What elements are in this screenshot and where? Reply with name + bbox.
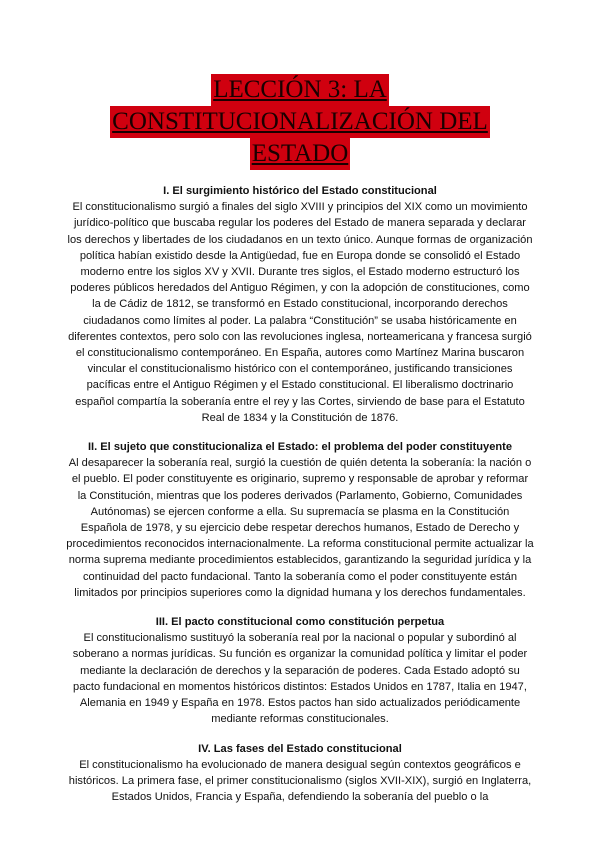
section-heading: IV. Las fases del Estado constitucional (198, 742, 402, 755)
section-poder-constituyente (66, 439, 534, 601)
section-heading: I. El surgimiento histórico del Estado constitucional (163, 185, 437, 197)
document-title (0, 74, 600, 170)
section-paragraph: Al desaparecer la soberanía real, surgió la cuestión de quién detenta la soberanía: la nación o el pueblo. El poder constituyente es originario, supremo y responsable de aprobar y reformar la Constitución, mientras que los poderes derivados (Parlamento, Gobierno, Comunidades Autónomas) se ejercen conforme a ella. Su supremacía se plasma en la Constitución Española de 1978, y su ejercicio debe respetar derechos humanos, Estado de Derecho y procedimientos reconocidos internacionalmente. La reforma constitucional permite actualizar la norma suprema mediante procedimientos establecidos, garantizando la seguridad jurídica y la continuidad del pacto fundacional. Tanto la soberanía como el poder constituyente están limitados por principios superiores como la dignidad humana y los derechos fundamentales. (66, 457, 534, 599)
section-heading: II. El sujeto que constitucionaliza el Estado: el problema del poder constituyente (87, 441, 513, 454)
title-line: ESTADO (250, 138, 351, 170)
section-paragraph: El constitucionalismo ha evolucionado de manera desigual según contextos geográficos e históricos. La primera fase, el primer constitucionalismo (siglos XVII-XIX), surgió en Inglaterra, Estados Unidos, Francia y España, defendiendo la soberanía del pueblo o la (68, 758, 532, 804)
section-surgimiento (66, 183, 534, 426)
title-line: LECCIÓN 3: LA (211, 74, 389, 106)
section-pacto-constitucional (66, 614, 534, 727)
section-paragraph: El constitucionalismo surgió a finales del siglo XVIII y principios del XIX como un movimiento jurídico-político que buscaba regular los poderes del Estado de manera separada y declarar los derechos y libertades de los ciudadanos en un texto único. Aunque formas de organización política habían existido desde la Antigüedad, fue en Europa donde se consolidó el Estado moderno entre los siglos XV y XVII. Durante tres siglos, el Estado moderno estructuró los poderes públicos heredados del Antiguo Régimen, y con la adopción de constituciones, como la de Cádiz de 1812, se transformó en Estado constitucional, incorporando derechos ciudadanos como límites al poder. La palabra “Constitución” se usaba históricamente en diferentes contextos, pero solo con las revoluciones inglesa, norteamericana y francesa surgió el constitucionalismo contemporáneo. En España, autores como Martínez Marina buscaron vincular el constitucionalismo histórico con el contemporáneo, justificando transiciones pacíficas entre el Antiguo Régimen y el Estado constitucional. El liberalismo doctrinario español compartía la soberanía entre el rey y las Cortes, sirviendo de base para el Estatuto Real de 1834 y la Constitución de 1876. (67, 201, 533, 424)
section-paragraph: El constitucionalismo sustituyó la soberanía real por la nacional o popular y subordinó al soberano a normas jurídicas. Su función es organizar la comunidad política y limitar el poder mediante la declaración de derechos y la separación de poderes. Cada Estado adoptó su pacto fundacional en momentos históricos distintos: Estados Unidos en 1787, Italia en 1947, Alemania en 1949 y España en 1978. Estos pactos han sido actualizados periódicamente mediante reformas constitucionales. (72, 632, 528, 726)
document-body (66, 183, 534, 818)
section-heading: III. El pacto constitucional como constitución perpetua (155, 616, 445, 629)
title-line: CONSTITUCIONALIZACIÓN DEL (110, 106, 490, 138)
section-fases (66, 741, 534, 806)
